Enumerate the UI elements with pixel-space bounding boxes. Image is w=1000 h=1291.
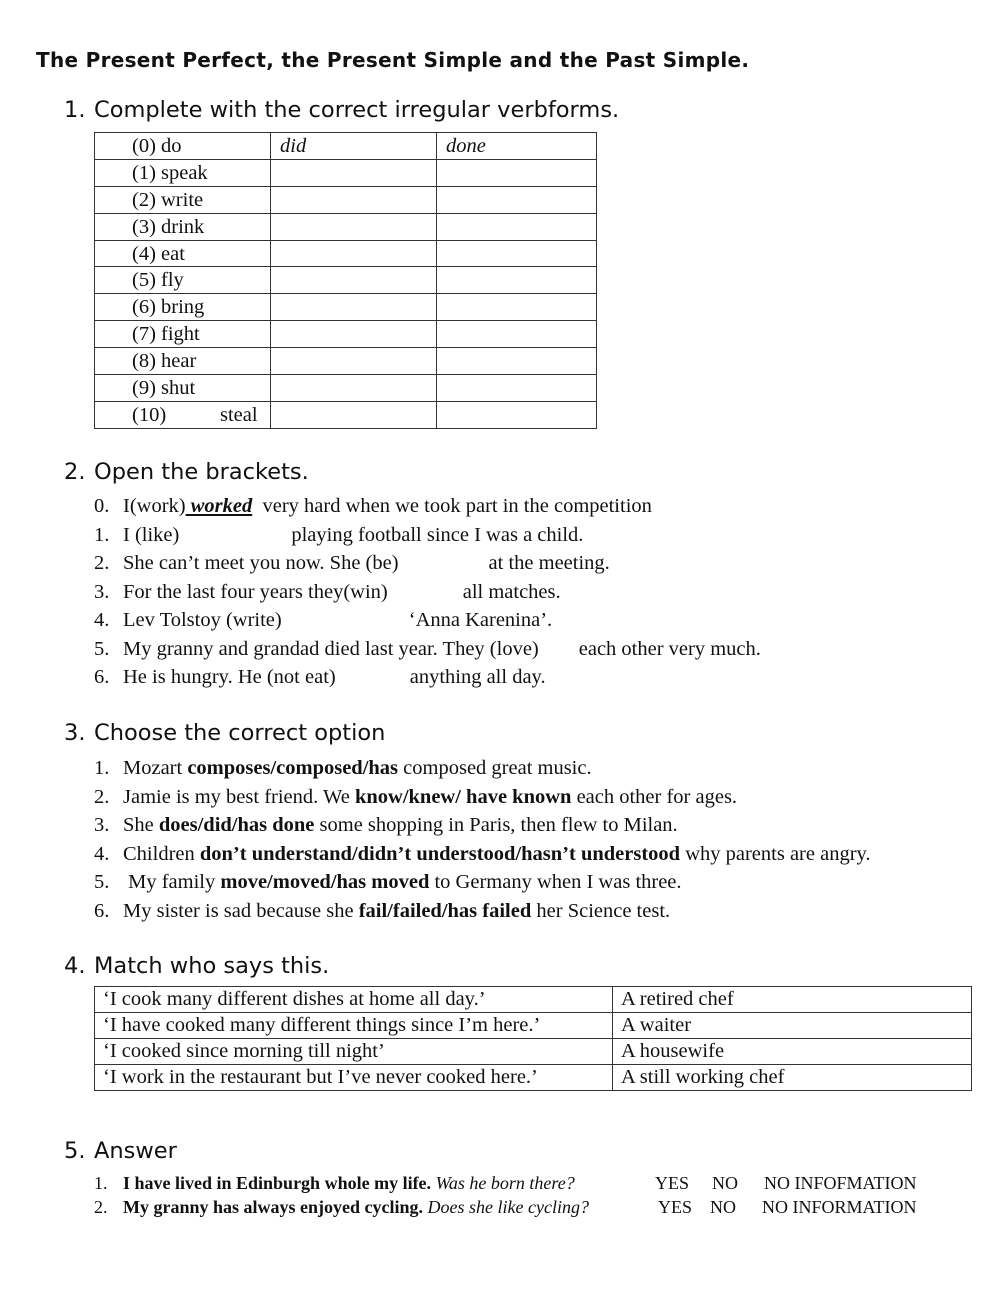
row-number: (6)	[132, 296, 156, 319]
row-number: (0)	[132, 134, 156, 157]
row-number: (2)	[132, 188, 156, 211]
base-verb: drink	[161, 215, 205, 238]
item-prompt: Lev Tolstoy (write)	[123, 609, 282, 631]
example-answer: worked	[185, 495, 253, 517]
past-participle-cell[interactable]	[437, 321, 597, 348]
item-continuation: her Science test.	[531, 899, 671, 922]
section-4-heading	[64, 953, 329, 979]
section-5-heading	[64, 1138, 177, 1164]
table-row	[95, 1064, 972, 1090]
list-item	[94, 1172, 954, 1194]
list-item	[94, 637, 761, 661]
table-row	[95, 159, 597, 186]
item-prompt: She can’t meet you now. She (be)	[123, 552, 399, 574]
match-table	[94, 986, 972, 1091]
item-prompt: For the last four years they(win)	[123, 580, 388, 603]
table-row	[95, 348, 597, 375]
item-prompt: I (like)	[123, 523, 180, 546]
item-continuation: some shopping in Paris, then flew to Milan.	[314, 814, 678, 836]
past-simple-cell[interactable]	[271, 159, 437, 186]
table-row	[95, 267, 597, 294]
section-3-heading	[64, 720, 385, 746]
list-item	[94, 870, 682, 894]
section-number: 3.	[64, 720, 86, 746]
base-verb: do	[161, 134, 182, 157]
item-number: 1.	[94, 1173, 108, 1193]
list-item	[94, 494, 652, 518]
row-number: (5)	[132, 269, 156, 292]
list-item	[94, 813, 678, 837]
list-item	[94, 580, 561, 604]
base-verb: shut	[161, 376, 196, 399]
no-option[interactable]: NO	[710, 1197, 736, 1217]
verb-cell	[95, 348, 271, 375]
row-number: (9)	[132, 376, 156, 399]
row-number: (3)	[132, 215, 156, 238]
verb-cell	[95, 240, 271, 267]
item-continuation: ‘Anna Karenina’.	[408, 609, 553, 631]
verb-cell	[95, 267, 271, 294]
item-number: 1.	[94, 757, 110, 779]
item-number: 6.	[94, 666, 110, 688]
item-continuation: playing football since I was a child.	[291, 523, 584, 546]
row-number: (8)	[132, 350, 156, 373]
past-participle-cell[interactable]	[437, 401, 597, 428]
item-number: 0.	[94, 495, 110, 517]
verb-options[interactable]: don’t understand/didn’t understood/hasn’t understood	[199, 842, 681, 865]
item-number: 5.	[94, 637, 110, 660]
table-row	[95, 1038, 972, 1064]
statement: My granny has always enjoyed cycling.	[123, 1197, 424, 1217]
page-title: The Present Perfect, the Present Simple and the Past Simple.	[36, 48, 750, 72]
item-number: 3.	[94, 814, 110, 836]
verb-cell	[95, 213, 271, 240]
item-continuation: each other very much.	[578, 637, 761, 660]
item-prompt: My family	[123, 871, 221, 893]
section-number: 5.	[64, 1138, 86, 1164]
past-participle-cell[interactable]	[437, 159, 597, 186]
statement: I have lived in Edinburgh whole my life.	[123, 1173, 432, 1193]
past-participle-cell[interactable]	[437, 294, 597, 321]
row-number: (7)	[132, 323, 156, 346]
question: Does she like cycling?	[423, 1197, 589, 1217]
row-number: (1)	[132, 161, 156, 184]
item-continuation: composed great music.	[398, 757, 592, 779]
row-number: (10)	[132, 403, 167, 426]
past-participle-cell[interactable]	[437, 186, 597, 213]
verb-options[interactable]: fail/failed/has failed	[358, 899, 532, 922]
past-simple-cell[interactable]	[271, 294, 437, 321]
table-row	[95, 133, 597, 160]
base-verb: write	[161, 188, 204, 211]
section-title: Complete with the correct irregular verbforms.	[94, 97, 620, 123]
list-item	[94, 523, 583, 547]
yes-option[interactable]: YES	[655, 1173, 690, 1193]
past-simple-cell[interactable]	[271, 213, 437, 240]
past-participle-cell[interactable]	[437, 348, 597, 375]
section-title: Open the brackets.	[94, 459, 309, 485]
past-participle-cell[interactable]	[437, 213, 597, 240]
no-option[interactable]: NO	[712, 1173, 738, 1193]
table-row	[95, 240, 597, 267]
item-prompt: She	[123, 814, 159, 836]
item-number: 4.	[94, 609, 110, 631]
speaker-cell[interactable]: A still working chef	[613, 1064, 972, 1090]
speaker-cell[interactable]: A waiter	[613, 1012, 972, 1038]
list-item	[94, 608, 552, 632]
item-number: 6.	[94, 899, 110, 922]
base-verb: steal	[220, 403, 258, 426]
quote-cell[interactable]: ‘I cook many different dishes at home all day.’	[95, 987, 613, 1013]
past-simple-cell[interactable]	[271, 186, 437, 213]
table-row	[95, 186, 597, 213]
section-number: 4.	[64, 953, 86, 979]
past-simple-cell[interactable]	[271, 240, 437, 267]
verb-cell	[95, 401, 271, 428]
past-participle-cell[interactable]	[437, 240, 597, 267]
base-verb: eat	[161, 242, 185, 265]
item-continuation: each other for ages.	[571, 785, 738, 808]
verb-options[interactable]: know/knew/ have known	[354, 785, 572, 808]
verb-cell	[95, 294, 271, 321]
section-2-heading	[64, 459, 309, 485]
past-simple-cell[interactable]	[271, 348, 437, 375]
table-row	[95, 321, 597, 348]
verb-cell	[95, 375, 271, 402]
item-number: 1.	[94, 523, 110, 546]
item-number: 3.	[94, 580, 110, 603]
row-number: (4)	[132, 242, 156, 265]
table-row	[95, 401, 597, 428]
verb-cell	[95, 186, 271, 213]
base-verb: bring	[161, 296, 205, 319]
section-number: 1.	[64, 97, 86, 123]
section-title: Choose the correct option	[94, 720, 386, 746]
verb-cell	[95, 133, 271, 160]
item-continuation: very hard when we took part in the competition	[262, 495, 652, 517]
item-prompt: Children	[123, 842, 200, 865]
yes-option[interactable]: YES	[658, 1197, 693, 1217]
verb-cell	[95, 159, 271, 186]
list-item	[94, 899, 670, 923]
item-number: 2.	[94, 785, 110, 808]
no-information-option[interactable]: NO INFOFMATION	[764, 1173, 917, 1193]
table-row	[95, 213, 597, 240]
speaker-cell[interactable]: A retired chef	[613, 987, 972, 1013]
quote-cell[interactable]: ‘I cooked since morning till night’	[95, 1038, 613, 1064]
past-participle-cell[interactable]: done	[437, 133, 597, 160]
verb-options[interactable]: move/moved/has moved	[220, 871, 430, 893]
list-item	[94, 842, 871, 866]
past-simple-cell[interactable]	[271, 375, 437, 402]
list-item	[94, 756, 592, 780]
item-number: 5.	[94, 871, 110, 893]
verb-options[interactable]: does/did/has done	[158, 814, 315, 836]
item-number: 4.	[94, 842, 110, 865]
item-continuation: to Germany when I was three.	[429, 871, 682, 893]
list-item	[94, 1196, 954, 1218]
item-prompt: I(work)	[123, 495, 186, 517]
table-row	[95, 294, 597, 321]
quote-cell[interactable]: ‘I have cooked many different things since I’m here.’	[95, 1012, 613, 1038]
past-simple-cell[interactable]	[271, 267, 437, 294]
item-number: 2.	[94, 1197, 108, 1217]
list-item	[94, 665, 546, 689]
item-prompt: My sister is sad because she	[123, 899, 359, 922]
item-continuation: at the meeting.	[488, 552, 610, 574]
past-simple-cell[interactable]: did	[271, 133, 437, 160]
item-continuation: anything all day.	[409, 666, 546, 688]
verb-forms-table	[94, 132, 597, 429]
no-information-option[interactable]: NO INFORMATION	[762, 1197, 917, 1217]
base-verb: hear	[161, 350, 197, 373]
table-row	[95, 987, 972, 1013]
item-prompt: Jamie is my best friend. We	[123, 785, 355, 808]
item-prompt: He is hungry. He (not eat)	[123, 666, 336, 688]
quote-cell[interactable]: ‘I work in the restaurant but I’ve never cooked here.’	[95, 1064, 613, 1090]
past-simple-cell[interactable]	[271, 321, 437, 348]
base-verb: fly	[161, 269, 184, 292]
base-verb: speak	[161, 161, 208, 184]
verb-options[interactable]: composes/composed/has	[187, 757, 399, 779]
table-row	[95, 375, 597, 402]
past-participle-cell[interactable]	[437, 375, 597, 402]
speaker-cell[interactable]: A housewife	[613, 1038, 972, 1064]
question: Was he born there?	[431, 1173, 575, 1193]
list-item	[94, 785, 737, 809]
table-row	[95, 1012, 972, 1038]
item-number: 2.	[94, 552, 110, 574]
past-simple-cell[interactable]	[271, 401, 437, 428]
section-number: 2.	[64, 459, 86, 485]
item-prompt: Mozart	[123, 757, 188, 779]
base-verb: fight	[161, 323, 200, 346]
item-continuation: why parents are angry.	[680, 842, 871, 865]
list-item	[94, 551, 610, 575]
item-prompt: My granny and grandad died last year. They (love)	[123, 637, 539, 660]
past-participle-cell[interactable]	[437, 267, 597, 294]
item-continuation: all matches.	[462, 580, 561, 603]
verb-cell	[95, 321, 271, 348]
section-title: Answer	[94, 1138, 177, 1164]
section-1-heading	[64, 97, 619, 123]
section-title: Match who says this.	[94, 953, 330, 979]
